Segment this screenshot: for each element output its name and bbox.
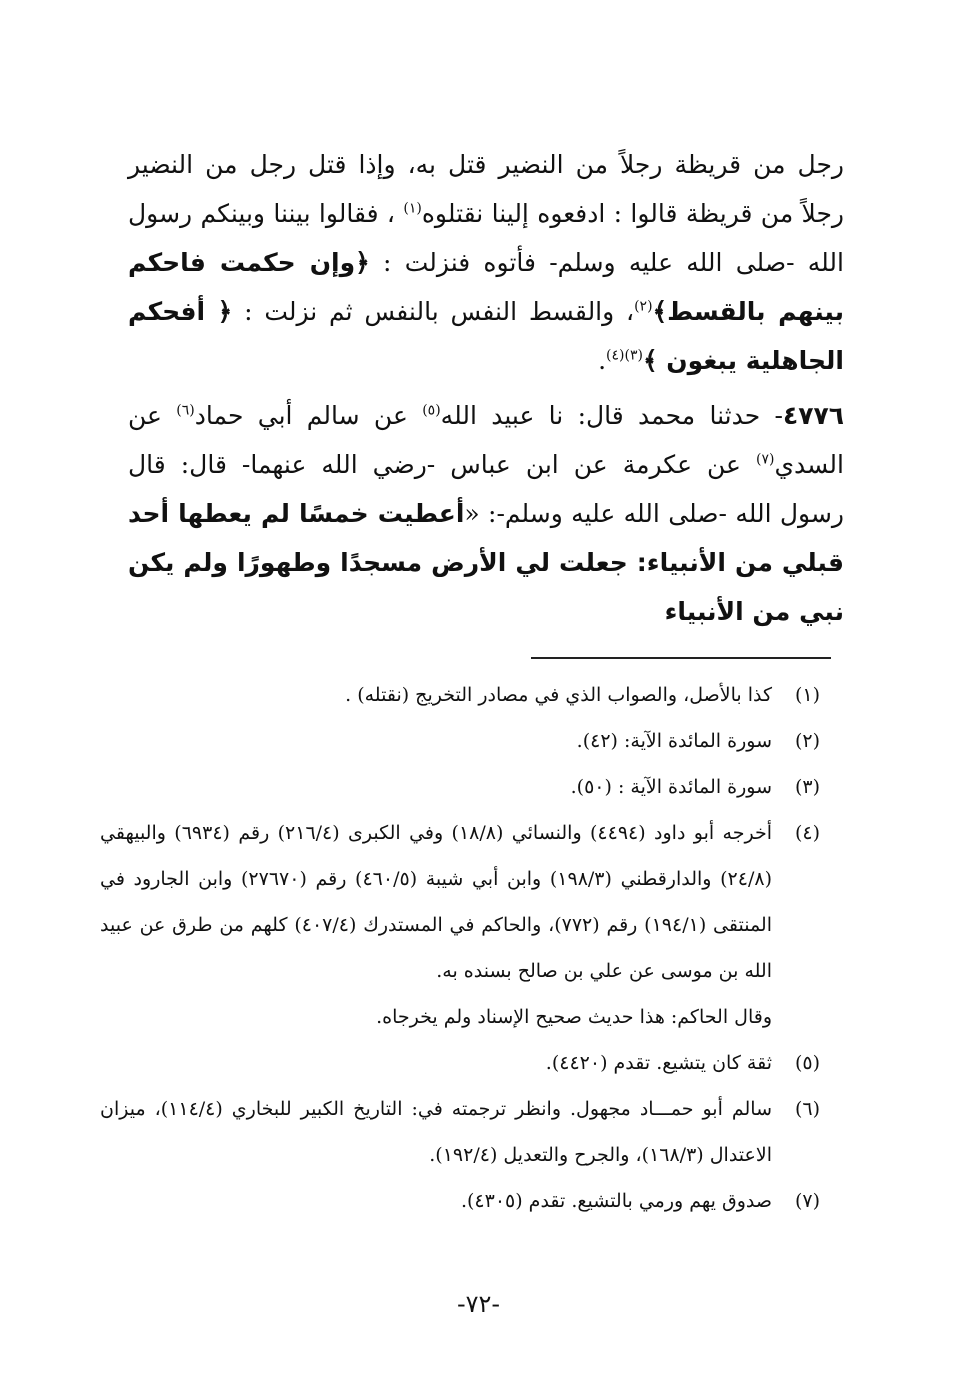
footnote-separator — [531, 657, 831, 659]
footnote-number: (٥) — [794, 1052, 820, 1074]
footnote — [100, 1040, 820, 1086]
hadith-text-bold: أعطيت خمسًا لم يعطها أحد قبلي من الأنبياء: جعلت لي الأرض مسجدًا وطهورًا ولم يكن نبي من الأنبياء — [128, 499, 844, 626]
footnote-number: (١) — [794, 684, 820, 706]
footnote-number: (٢) — [794, 730, 820, 752]
text-segment: عن عكرمة عن ابن عباس -رضي الله عنهما- قال: قال رسول الله -صلى الله عليه وسلم-: « — [128, 450, 844, 528]
footnote-text: ثقة كان يتشيع. تقدم (٤٤٢٠). — [545, 1052, 772, 1074]
footnote-number: (٦) — [794, 1098, 820, 1120]
text-segment: . — [598, 346, 607, 375]
footnote — [100, 672, 820, 718]
page-number: -٧٢- — [456, 1290, 501, 1318]
footnote — [100, 810, 820, 994]
footnote-ref: (٣) — [624, 347, 643, 364]
footnote-text: كذا بالأصل، والصواب الذي في مصادر التخريج (نقتله) . — [345, 684, 772, 706]
quran-verse: ﴿وإن حكمت فاحكم بينهم بالقسط﴾ — [128, 248, 844, 326]
footnote — [100, 1178, 820, 1224]
footnotes — [100, 672, 820, 1224]
text-segment: عن سالم أبي حماد — [194, 401, 423, 430]
footnote-text: سورة المائدة الآية : (٥٠). — [570, 776, 772, 798]
footnote-text: صدوق يهم ورمي بالتشيع. تقدم (٤٣٠٥). — [460, 1190, 772, 1212]
quran-verse: ﴿ أفحكم الجاهلية يبغون ﴾ — [128, 297, 844, 375]
footnote-text: أخرجه أبو داود (٤٤٩٤) والنسائي (١٨/٨) وفي الكبرى (٢١٦/٤) رقم (٦٩٣٤) والبيهقي (٢٤/٨) والدارقطني (١٩٨/٣) وابن أبي شيبة (٤٦٠/٥) رقم (٢٧٦٧٠) وابن الجارود في المنتقى (١٩٤/١) رقم (٧٧٢)، والحاكم في المستدرك (٤٠٧/٤) كلهم من طرق عن عبيد الله بن موسى عن علي بن صالح بسنده به. — [100, 822, 772, 982]
text-segment: ، فقالوا بيننا وبينكم رسول الله -صلى الله عليه وسلم- فأتوه فنزلت : — [128, 199, 844, 277]
footnote-ref: (٤) — [606, 347, 625, 364]
footnote — [100, 764, 820, 810]
footnote-ref: (٥) — [422, 402, 441, 419]
text-segment: رجل من قريظة رجلاً من النضير قتل به، وإذا قتل رجل من النضير رجلاً من قريظة قالوا : ادفعوه إلينا نقتلوه — [128, 150, 844, 228]
footnote-ref: (٢) — [634, 298, 653, 315]
footnote — [100, 1086, 820, 1178]
footnote-number: (٧) — [794, 1190, 820, 1212]
footnote-continuation: وقال الحاكم: هذا حديث صحيح الإسناد ولم يخرجاه. — [376, 1006, 772, 1028]
footnote-ref: (٦) — [176, 402, 195, 419]
text-segment: عن السدي — [128, 401, 844, 479]
hadith-number: ٤٧٧٦ — [782, 401, 844, 430]
footnote-number: (٣) — [794, 776, 820, 798]
paragraph-hadith — [128, 391, 844, 636]
paragraph-tafsir — [128, 140, 844, 385]
footnote-ref: (٧) — [755, 451, 775, 468]
footnote-ref: (١) — [403, 200, 422, 217]
main-text — [128, 140, 844, 636]
footnote-text: سالم أبو حمـــاد مجهول. وانظر ترجمته في: التاريخ الكبير للبخاري (١١٤/٤)، ميزان الاعتدال (١٦٨/٣)، والجرح والتعديل (١٩٢/٤). — [100, 1098, 772, 1166]
text-segment: - حدثنا محمد قال: نا عبيد الله — [440, 401, 783, 430]
footnote — [100, 718, 820, 764]
footnote-text: سورة المائدة الآية: (٤٢). — [576, 730, 772, 752]
footnote-number: (٤) — [794, 822, 820, 844]
text-segment: ، والقسط النفس بالنفس ثم نزلت : — [232, 297, 635, 326]
